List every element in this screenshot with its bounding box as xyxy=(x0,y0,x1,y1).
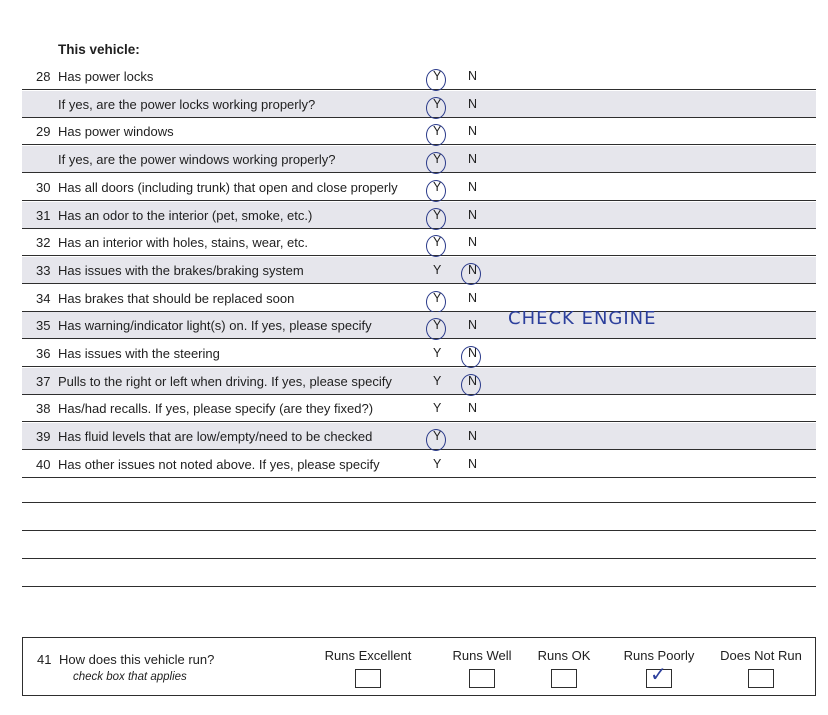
no-option[interactable]: N xyxy=(468,290,478,305)
question-row xyxy=(22,146,816,173)
checkbox[interactable] xyxy=(469,669,495,688)
answer-circle xyxy=(426,180,446,202)
run-option xyxy=(308,648,428,693)
question-text: Has fluid levels that are low/empty/need to be checked xyxy=(58,429,373,445)
yes-option[interactable]: Y xyxy=(433,179,442,194)
run-option xyxy=(701,648,821,693)
answer-circle xyxy=(461,346,481,368)
no-option[interactable]: N xyxy=(468,179,478,194)
answer-circle xyxy=(426,69,446,91)
yes-option[interactable]: Y xyxy=(433,346,442,360)
question-row xyxy=(22,91,816,118)
question-row xyxy=(22,229,816,256)
answer-circle xyxy=(426,208,446,230)
blank-line[interactable] xyxy=(22,530,816,531)
blank-line[interactable] xyxy=(22,502,816,503)
no-option[interactable]: N xyxy=(468,456,478,471)
yes-option[interactable]: Y xyxy=(433,207,442,222)
no-option[interactable]: N xyxy=(468,96,478,111)
question-text: Has issues with the steering xyxy=(58,346,220,361)
question-row xyxy=(22,451,816,478)
checkbox[interactable] xyxy=(355,669,381,688)
check-mark-icon: ✓ xyxy=(650,662,667,686)
form-heading: This vehicle: xyxy=(58,42,140,57)
yes-option[interactable]: Y xyxy=(433,152,442,167)
run-question-hint: check box that applies xyxy=(73,671,187,683)
answer-circle xyxy=(426,124,446,146)
answer-circle xyxy=(461,374,481,396)
no-option[interactable]: N xyxy=(468,69,478,83)
no-option[interactable]: N xyxy=(468,152,478,167)
question-text: Has/had recalls. If yes, please specify (are they fixed?) xyxy=(58,401,374,417)
question-text: Has warning/indicator light(s) on. If yes, please specify xyxy=(58,318,372,334)
question-number: 39 xyxy=(36,429,51,445)
question-row xyxy=(22,63,816,90)
yes-option[interactable]: Y xyxy=(433,96,442,111)
handwritten-note: CHECK ENGINE xyxy=(508,308,657,330)
question-row xyxy=(22,308,816,339)
question-text: Has all doors (including trunk) that open and close properly xyxy=(58,179,398,195)
yes-option[interactable]: Y xyxy=(433,262,442,277)
no-option[interactable]: N xyxy=(468,318,478,333)
question-text: Has power locks xyxy=(58,69,154,84)
question-number: 28 xyxy=(36,69,51,84)
no-option[interactable]: N xyxy=(468,429,478,444)
checkbox[interactable] xyxy=(551,669,577,688)
question-number: 31 xyxy=(36,207,51,223)
question-number: 38 xyxy=(36,401,51,417)
answer-circle xyxy=(426,235,446,257)
question-text: If yes, are the power windows working properly? xyxy=(58,152,336,168)
question-row xyxy=(22,202,816,229)
question-row xyxy=(22,368,816,395)
question-row xyxy=(22,340,816,367)
no-option[interactable]: N xyxy=(468,207,478,222)
no-option[interactable]: N xyxy=(468,235,478,250)
question-number: 34 xyxy=(36,290,51,306)
run-option-label: Runs Poorly xyxy=(623,648,695,663)
no-option[interactable]: N xyxy=(468,401,478,416)
question-row xyxy=(22,257,816,284)
yes-option[interactable]: Y xyxy=(433,456,442,471)
question-text: Has other issues not noted above. If yes, please specify xyxy=(58,456,380,472)
blank-line[interactable] xyxy=(22,558,816,559)
question-row xyxy=(22,285,816,312)
question-text: Has brakes that should be replaced soon xyxy=(58,290,295,306)
yes-option[interactable]: Y xyxy=(433,235,442,250)
question-text: Has issues with the brakes/braking system xyxy=(58,262,304,278)
checkbox[interactable] xyxy=(646,662,672,688)
no-option[interactable]: N xyxy=(468,262,478,277)
question-text: Has an interior with holes, stains, wear, etc. xyxy=(58,235,309,251)
question-number: 29 xyxy=(36,124,51,140)
question-number: 36 xyxy=(36,346,51,361)
answer-circle xyxy=(461,263,481,285)
checkbox[interactable] xyxy=(748,669,774,688)
run-option-label: Runs Well xyxy=(452,648,512,663)
question-number: 40 xyxy=(36,456,51,472)
answer-circle xyxy=(426,152,446,174)
run-question-text: How does this vehicle run? xyxy=(59,652,215,667)
yes-option[interactable]: Y xyxy=(433,318,442,333)
question-text: Has power windows xyxy=(58,124,174,140)
question-number: 37 xyxy=(36,373,51,389)
question-number: 33 xyxy=(36,262,51,278)
question-row xyxy=(22,118,816,145)
no-option[interactable]: N xyxy=(468,124,478,139)
no-option[interactable]: N xyxy=(468,373,478,388)
question-text: Pulls to the right or left when driving. If yes, please specify xyxy=(58,373,392,389)
yes-option[interactable]: Y xyxy=(433,429,442,444)
question-number: 32 xyxy=(36,235,51,251)
question-row xyxy=(22,395,816,422)
question-text: Has an odor to the interior (pet, smoke, etc.) xyxy=(58,207,313,223)
yes-option[interactable]: Y xyxy=(433,373,442,388)
yes-option[interactable]: Y xyxy=(433,401,442,416)
run-option-label: Does Not Run xyxy=(720,648,802,663)
question-number: 30 xyxy=(36,179,51,195)
run-option-label: Runs OK xyxy=(537,648,591,663)
run-condition-section xyxy=(22,637,816,696)
run-option-label: Runs Excellent xyxy=(324,648,412,663)
answer-circle xyxy=(426,429,446,451)
blank-line[interactable] xyxy=(22,586,816,587)
answer-circle xyxy=(426,291,446,313)
yes-option[interactable]: Y xyxy=(433,124,442,139)
yes-option[interactable]: Y xyxy=(433,290,442,305)
run-question-number: 41 xyxy=(37,652,52,667)
yes-option[interactable]: Y xyxy=(433,69,442,83)
question-number: 35 xyxy=(36,318,51,334)
answer-circle xyxy=(426,318,446,340)
answer-circle xyxy=(426,97,446,119)
no-option[interactable]: N xyxy=(468,346,478,360)
question-row xyxy=(22,174,816,201)
question-row xyxy=(22,423,816,450)
question-text: If yes, are the power locks working properly? xyxy=(58,96,316,112)
